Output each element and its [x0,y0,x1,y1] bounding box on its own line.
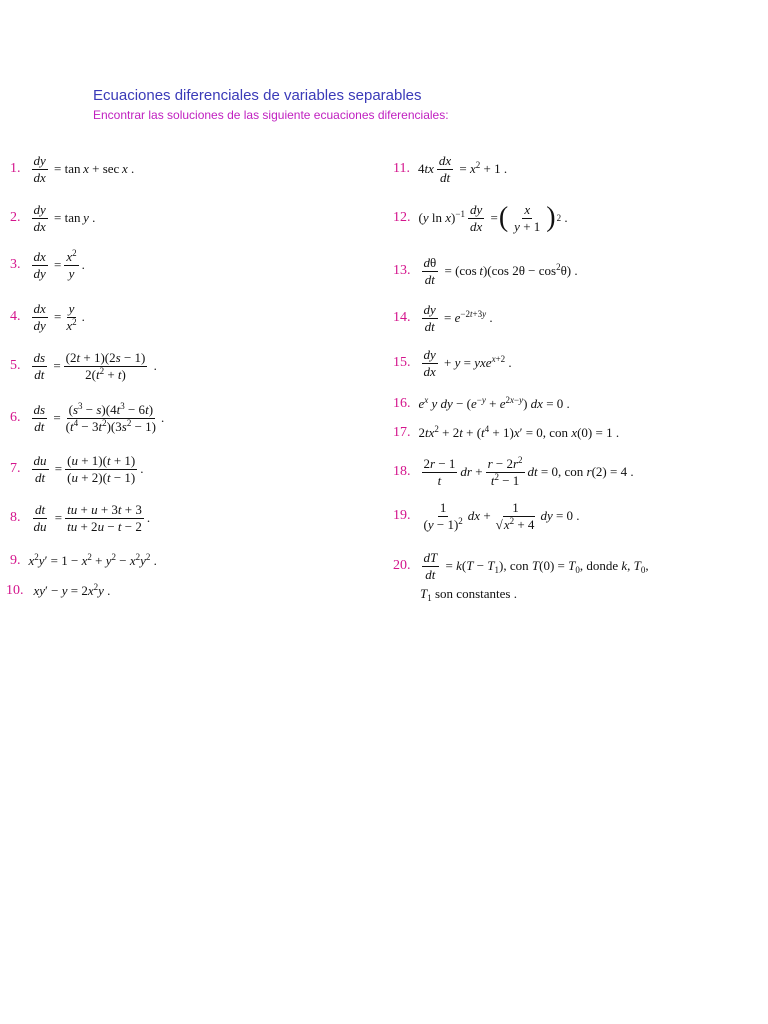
problem-number: 18. [393,464,411,480]
instructions: Encontrar las soluciones de las siguiente ecuaciones diferenciales: [93,108,449,122]
problem-6: 6. $\frac{ds}{dt}$ = $\frac{(s^3 - s)(4t^3 - 6t)}{(t^4 - 3t^2)(3s^2 - 1)}$ . [10,401,165,434]
problem-5: 5. $\frac{ds}{dt}$ = $\frac{(2t + 1)(2s - 1)}{2(t^2 + t)}$ . [10,350,157,382]
problem-16: 16. $e^x$ y dy − $(e^{-y} + e^{2x-y})$ dx = 0 . [393,395,570,411]
problem-number: 13. [393,263,411,279]
problem-10: 10. $xy' - y = 2x^2y$ . [6,582,111,598]
problem-3: 3. $\frac{dx}{dy}$ = $\frac{x^2}{y}$ . [10,248,85,281]
problem-14: 14. $\frac{dy}{dt}$ = $e^{-2t+3y}$ . [393,302,493,334]
problem-number: 20. [393,558,411,574]
problem-17: 17. $2tx^2 + 2t + (t^4 + 1)x' = 0$, con x(0) = 1 . [393,424,620,440]
problem-number: 19. [393,508,411,524]
problem-number: 9. [10,553,21,568]
problem-number: 4. [10,309,21,325]
problem-15: 15. $\frac{dy}{dx}$ + y = yxe$^{x+2}$ . [393,347,512,379]
page-title: Ecuaciones diferenciales de variables separables [93,87,422,104]
problem-4: 4. $\frac{dx}{dy}$ = $\frac{y}{x^2}$ . [10,301,85,333]
problem-number: 6. [10,410,21,426]
problem-7: 7. $\frac{du}{dt}$ = $\frac{(u + 1)(t + 1)}{(u + 2)(t - 1)}$ . [10,453,144,485]
problem-9: 9. $x^2y' = 1 - x^2 + y^2 - x^2y^2$ . [10,552,157,568]
problem-number: 14. [393,310,411,326]
problem-number: 5. [10,358,21,374]
problem-number: 11. [393,161,410,177]
problem-number: 12. [393,210,411,225]
problem-18: 18. $\frac{2r - 1}{t}$ dr + $\frac{r - 2r^2}{t^2 - 1}$ dt = 0, con r(2) = 4 . [393,455,634,488]
problem-number: 1. [10,161,21,177]
problem-1: 1. $\frac{dy}{dx}$ = tan x + sec x . [10,153,135,185]
problem-number: 16. [393,396,411,411]
problem-number: 15. [393,355,411,371]
problem-number: 8. [10,510,21,526]
problem-number: 3. [10,257,21,273]
problem-number: 2. [10,210,21,226]
problem-2: 2. $\frac{dy}{dx}$ = tan y . [10,202,96,234]
problem-number: 10. [6,583,24,598]
problem-20: 20. $\frac{dT}{dt}$ = $k(T - T_1)$, con $T(0) = T_0$, donde k, $T_0$, [393,550,649,582]
problem-8: 8. $\frac{dt}{du}$ = $\frac{tu + u + 3t + 3}{tu + 2u - t - 2}$ . [10,502,151,534]
problem-number: 7. [10,461,21,477]
problem-20-continuation: $T_1$ son constantes . [420,586,517,603]
problem-number: 17. [393,425,411,440]
problem-12: 12. (y ln x)$^{-1}$ $\frac{dy}{dx}$ = ( $\frac{x}{y + 1}$ ) 2 . [393,201,568,234]
problem-11: 11. 4tx $\frac{dx}{dt}$ = $x^2 + 1$ . [393,153,508,185]
problem-19: 19. $\frac{1}{(y - 1)^2}$ dx + $\frac{1}{√x^2 + 4}$ dy = 0 . [393,500,580,532]
problem-13: 13. $\frac{d\theta}{dt}$ = (cos t)(cos $2\theta - \cos^2\theta$) . [393,255,578,287]
